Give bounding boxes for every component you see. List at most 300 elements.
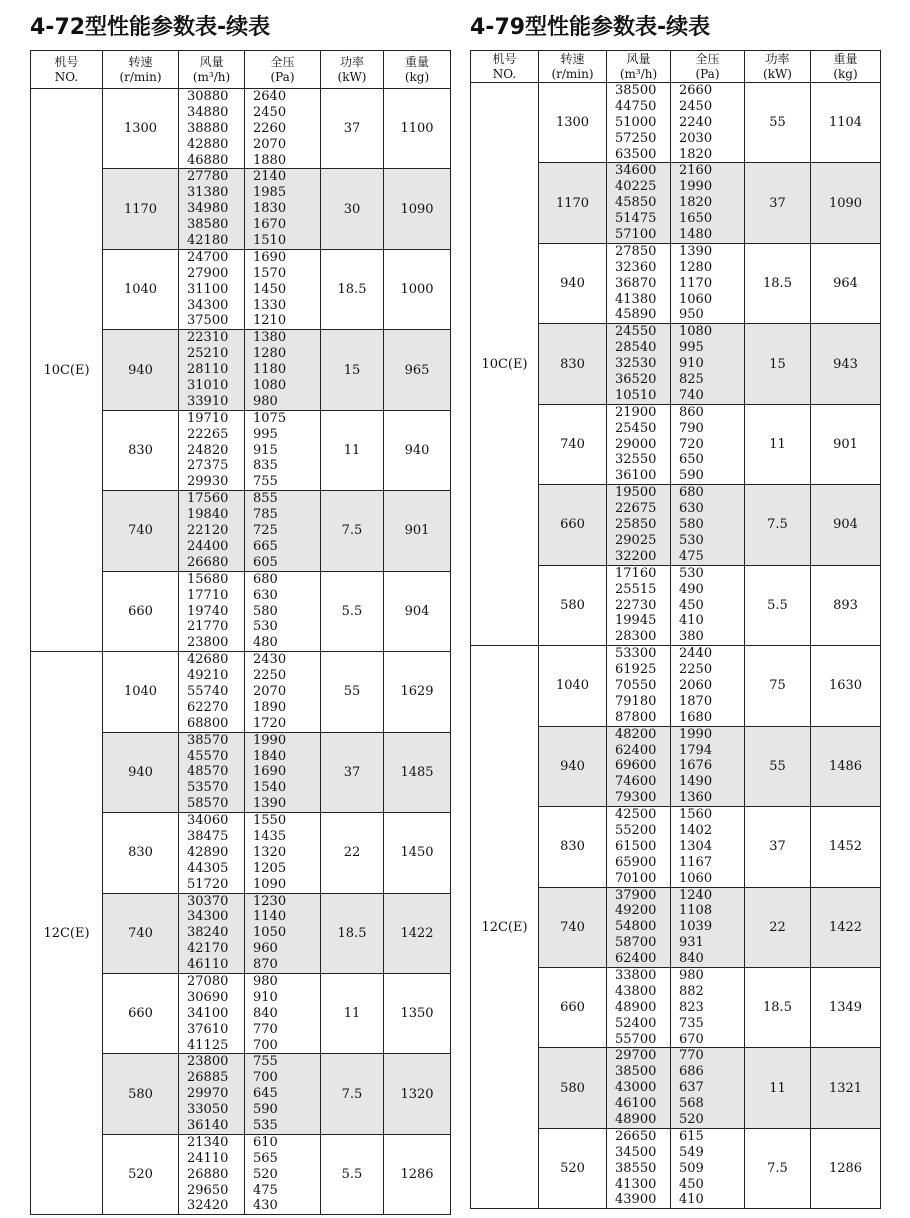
pressure-value: 980 [679,967,704,983]
flow-value: 31010 [187,378,229,394]
flow-value: 22310 [187,330,229,346]
model-cell: 10C(E) [471,83,539,646]
speed-cell: 660 [539,967,607,1047]
pressure-value: 1690 [253,764,287,780]
pressure-cell [671,404,745,484]
flow-cell [179,89,245,169]
pressure-cell [671,1048,745,1128]
power-cell: 22 [321,813,384,893]
flow-value: 26680 [187,554,229,570]
flow-value: 32360 [615,259,657,275]
flow-value: 57250 [615,130,657,146]
weight-cell: 901 [384,491,451,571]
weight-cell: 940 [384,410,451,490]
table-row [31,89,451,169]
power-cell: 7.5 [745,1128,811,1208]
weight-cell: 1349 [811,967,881,1047]
flow-value: 45890 [615,307,657,323]
flow-value: 27780 [187,169,229,185]
pressure-value: 1880 [253,152,287,168]
flow-value: 32420 [187,1198,229,1214]
flow-value: 41380 [615,291,657,307]
pressure-value: 1820 [679,146,713,162]
flow-cell [607,83,671,163]
power-cell: 5.5 [321,571,384,651]
pressure-value: 1540 [253,780,287,796]
flow-value: 65900 [615,854,657,870]
weight-cell: 901 [811,404,881,484]
flow-value: 36100 [615,468,657,484]
weight-cell: 1100 [384,89,451,169]
flow-value: 49210 [187,668,229,684]
flow-value: 23800 [187,635,229,651]
flow-cell [179,732,245,812]
power-cell: 37 [321,89,384,169]
weight-cell: 1104 [811,83,881,163]
header-model: 机号 NO. [471,51,539,83]
table-row [31,652,451,732]
flow-value: 37610 [187,1021,229,1037]
flow-value: 38550 [615,1160,657,1176]
table-row [471,83,881,163]
power-cell: 15 [745,324,811,404]
pressure-value: 2430 [253,652,287,668]
pressure-value: 637 [679,1080,704,1096]
pressure-value: 1560 [679,807,713,823]
flow-value: 44750 [615,98,657,114]
flow-value: 22120 [187,523,229,539]
pressure-value: 700 [253,1070,278,1086]
pressure-value: 855 [253,491,278,507]
flow-value: 38570 [187,732,229,748]
flow-value: 17560 [187,491,229,507]
pressure-value: 835 [253,458,278,474]
flow-value: 33800 [615,967,657,983]
flow-value: 26880 [187,1166,229,1182]
pressure-value: 475 [253,1182,278,1198]
pressure-cell [245,571,321,651]
flow-value: 38500 [615,1064,657,1080]
flow-value: 22265 [187,426,229,442]
pressure-value: 1990 [253,732,287,748]
flow-value: 21770 [187,619,229,635]
pressure-value: 1205 [253,860,287,876]
pressure-cell [245,1054,321,1134]
flow-value: 31100 [187,281,229,297]
flow-value: 19710 [187,410,229,426]
pressure-value: 520 [679,1112,704,1127]
speed-cell: 1040 [103,652,179,732]
flow-value: 48570 [187,764,229,780]
flow-value: 30690 [187,989,229,1005]
power-cell: 7.5 [745,485,811,565]
flow-value: 44305 [187,860,229,876]
pressure-value: 630 [253,587,278,603]
header-speed: 转速 (r/min) [103,51,179,89]
flow-cell [179,1054,245,1134]
pressure-value: 700 [253,1037,278,1053]
power-cell: 30 [321,169,384,249]
pressure-value: 1167 [679,854,713,870]
flow-value: 25515 [615,581,657,597]
flow-value: 19500 [615,485,657,501]
weight-cell: 1630 [811,646,881,726]
pressure-value: 2250 [679,662,713,678]
pressure-value: 931 [679,935,704,951]
flow-value: 49200 [615,903,657,919]
pressure-cell [671,324,745,404]
weight-cell: 1629 [384,652,451,732]
pressure-value: 615 [679,1128,704,1144]
weight-cell: 1090 [384,169,451,249]
pressure-cell [671,646,745,726]
pressure-value: 720 [679,436,704,452]
pressure-value: 1080 [679,324,713,340]
pressure-value: 610 [253,1134,278,1150]
pressure-value: 995 [253,426,278,442]
pressure-value: 790 [679,420,704,436]
flow-value: 34300 [187,297,229,313]
flow-value: 22675 [615,501,657,517]
pressure-value: 2030 [679,130,713,146]
speed-cell: 660 [103,571,179,651]
speed-cell: 830 [103,813,179,893]
flow-value: 52400 [615,1015,657,1031]
pressure-value: 2450 [679,98,713,114]
speed-cell: 830 [539,807,607,887]
weight-cell: 1090 [811,163,881,243]
pressure-value: 670 [679,1031,704,1047]
pressure-cell [671,83,745,163]
flow-value: 62400 [615,951,657,967]
pressure-value: 1108 [679,903,713,919]
speed-cell: 580 [103,1054,179,1134]
flow-cell [179,410,245,490]
pressure-value: 535 [253,1118,278,1133]
speed-cell: 740 [103,491,179,571]
flow-value: 30370 [187,893,229,909]
flow-value: 70100 [615,870,657,886]
flow-cell [179,1134,245,1214]
flow-value: 28300 [615,629,657,645]
flow-value: 38580 [187,217,229,233]
flow-value: 36140 [187,1118,229,1133]
speed-cell: 940 [103,330,179,410]
flow-value: 24400 [187,538,229,554]
flow-value: 43000 [615,1080,657,1096]
pressure-value: 1676 [679,758,713,774]
pressure-value: 1060 [679,870,713,886]
speed-cell: 580 [539,565,607,645]
pressure-value: 2450 [253,104,287,120]
flow-value: 21900 [615,404,657,420]
power-cell: 55 [745,83,811,163]
flow-value: 32200 [615,548,657,564]
power-cell: 11 [745,1048,811,1128]
flow-value: 58570 [187,796,229,812]
flow-cell [607,324,671,404]
power-cell: 7.5 [321,1054,384,1134]
pressure-value: 1680 [679,709,713,725]
speed-cell: 740 [539,887,607,967]
pressure-value: 770 [253,1021,278,1037]
pressure-value: 450 [679,1176,704,1192]
flow-value: 24110 [187,1150,229,1166]
flow-value: 70550 [615,677,657,693]
flow-value: 87800 [615,709,657,725]
pressure-value: 1039 [679,919,713,935]
flow-cell [607,243,671,323]
pressure-value: 1990 [679,179,713,195]
flow-value: 42180 [187,233,229,249]
flow-value: 19740 [187,603,229,619]
flow-value: 41300 [615,1176,657,1192]
pressure-cell [245,410,321,490]
flow-value: 25450 [615,420,657,436]
weight-cell: 965 [384,330,451,410]
pressure-cell [245,973,321,1053]
power-cell: 18.5 [745,967,811,1047]
pressure-value: 2060 [679,677,713,693]
header-flow: 风量 (m³/h) [607,51,671,83]
pressure-cell [671,565,745,645]
flow-value: 62270 [187,699,229,715]
pressure-value: 1330 [253,297,287,313]
pressure-value: 2070 [253,136,287,152]
flow-value: 54800 [615,919,657,935]
flow-value: 42880 [187,136,229,152]
pressure-cell [671,726,745,806]
pressure-value: 1990 [679,726,713,742]
header-speed: 转速 (r/min) [539,51,607,83]
pressure-value: 1490 [679,774,713,790]
flow-value: 57100 [615,227,657,243]
pressure-value: 1090 [253,876,287,892]
flow-value: 53300 [615,646,657,662]
pressure-value: 910 [679,356,704,372]
speed-cell: 740 [539,404,607,484]
pressure-value: 480 [253,635,278,651]
power-cell: 15 [321,330,384,410]
flow-value: 45570 [187,748,229,764]
flow-cell [607,485,671,565]
pressure-value: 735 [679,1015,704,1031]
flow-value: 37900 [615,887,657,903]
power-cell: 5.5 [745,565,811,645]
header-pressure: 全压 (Pa) [671,51,745,83]
flow-value: 24820 [187,442,229,458]
flow-value: 34060 [187,813,229,829]
flow-cell [607,646,671,726]
flow-value: 58700 [615,935,657,951]
table-title: 4-79型性能参数表-续表 [470,15,711,40]
speed-cell: 520 [103,1134,179,1214]
pressure-cell [245,249,321,329]
flow-value: 51720 [187,876,229,892]
table-row [471,646,881,726]
pressure-value: 580 [253,603,278,619]
pressure-cell [245,491,321,571]
flow-cell [179,330,245,410]
flow-cell [179,813,245,893]
pressure-value: 580 [679,517,704,533]
pressure-value: 2440 [679,646,713,662]
power-cell: 37 [745,163,811,243]
flow-value: 30880 [187,89,229,104]
pressure-value: 1050 [253,925,287,941]
speed-cell: 1040 [539,646,607,726]
flow-cell [607,1048,671,1128]
flow-value: 61500 [615,838,657,854]
performance-table [470,50,881,1209]
pressure-value: 1230 [253,893,287,909]
pressure-value: 1435 [253,828,287,844]
flow-value: 46110 [187,957,229,973]
pressure-cell [671,243,745,323]
pressure-value: 1280 [679,259,713,275]
pressure-value: 475 [679,548,704,564]
flow-value: 26650 [615,1128,657,1144]
power-cell: 11 [745,404,811,484]
flow-value: 27080 [187,973,229,989]
pressure-cell [671,887,745,967]
pressure-value: 549 [679,1144,704,1160]
flow-value: 74600 [615,774,657,790]
pressure-value: 520 [253,1166,278,1182]
flow-value: 28540 [615,340,657,356]
weight-cell: 1286 [384,1134,451,1214]
pressure-value: 1280 [253,346,287,362]
speed-cell: 1040 [103,249,179,329]
pressure-value: 680 [679,485,704,501]
flow-cell [607,163,671,243]
pressure-value: 825 [679,372,704,388]
pressure-value: 1550 [253,813,287,829]
flow-value: 46880 [187,152,229,168]
pressure-value: 755 [253,1054,278,1070]
flow-value: 22730 [615,597,657,613]
flow-cell [179,491,245,571]
flow-value: 32530 [615,356,657,372]
pressure-value: 665 [253,538,278,554]
weight-cell: 1486 [811,726,881,806]
flow-value: 79180 [615,693,657,709]
pressure-cell [671,967,745,1047]
flow-value: 55200 [615,822,657,838]
pressure-value: 1075 [253,410,287,426]
speed-cell: 660 [103,973,179,1053]
flow-cell [607,1128,671,1208]
pressure-value: 2140 [253,169,287,185]
pressure-value: 410 [679,1192,704,1208]
speed-cell: 1170 [539,163,607,243]
pressure-value: 1690 [253,249,287,265]
pressure-value: 910 [253,989,278,1005]
flow-value: 34600 [615,163,657,179]
flow-cell [607,404,671,484]
pressure-value: 1180 [253,362,287,378]
pressure-value: 870 [253,957,278,973]
flow-value: 42680 [187,652,229,668]
flow-value: 24700 [187,249,229,265]
pressure-value: 1510 [253,233,287,249]
weight-cell: 1350 [384,973,451,1053]
flow-value: 23800 [187,1054,229,1070]
weight-cell: 1422 [384,893,451,973]
weight-cell: 1450 [384,813,451,893]
flow-value: 28110 [187,362,229,378]
model-cell: 12C(E) [31,652,103,1215]
pressure-value: 1820 [679,195,713,211]
pressure-cell [245,1134,321,1214]
power-cell: 7.5 [321,491,384,571]
flow-value: 38240 [187,925,229,941]
flow-value: 42500 [615,807,657,823]
weight-cell: 893 [811,565,881,645]
flow-value: 63500 [615,146,657,162]
flow-value: 17710 [187,587,229,603]
pressure-value: 2250 [253,668,287,684]
flow-cell [607,887,671,967]
weight-cell: 964 [811,243,881,323]
table-body [471,83,881,1209]
header-pressure: 全压 (Pa) [245,51,321,89]
header-row [471,51,881,83]
flow-value: 34300 [187,909,229,925]
flow-value: 38475 [187,828,229,844]
pressure-value: 1870 [679,693,713,709]
power-cell: 18.5 [321,249,384,329]
flow-value: 51475 [615,211,657,227]
performance-table [30,50,451,1215]
power-cell: 37 [321,732,384,812]
pressure-value: 1985 [253,185,287,201]
pressure-value: 995 [679,340,704,356]
pressure-value: 770 [679,1048,704,1064]
flow-value: 27850 [615,243,657,259]
table-title: 4-72型性能参数表-续表 [30,15,271,40]
flow-value: 48900 [615,1112,657,1127]
model-cell: 10C(E) [31,89,103,652]
pressure-value: 1240 [679,887,713,903]
weight-cell: 904 [811,485,881,565]
flow-value: 21340 [187,1134,229,1150]
speed-cell: 740 [103,893,179,973]
pressure-value: 1320 [253,844,287,860]
pressure-value: 915 [253,442,278,458]
flow-value: 55740 [187,683,229,699]
pressure-value: 410 [679,613,704,629]
pressure-cell [245,652,321,732]
pressure-value: 2660 [679,83,713,98]
pressure-value: 1080 [253,378,287,394]
flow-value: 19945 [615,613,657,629]
flow-value: 27375 [187,458,229,474]
pressure-value: 530 [679,532,704,548]
pressure-value: 530 [679,565,704,581]
speed-cell: 830 [539,324,607,404]
pressure-value: 755 [253,474,278,490]
header-model: 机号 NO. [31,51,103,89]
model-cell: 12C(E) [471,646,539,1209]
flow-value: 29000 [615,436,657,452]
pressure-value: 860 [679,404,704,420]
pressure-value: 1360 [679,790,713,806]
pressure-value: 1720 [253,715,287,731]
pressure-value: 2640 [253,89,287,104]
flow-value: 36520 [615,372,657,388]
flow-value: 24550 [615,324,657,340]
